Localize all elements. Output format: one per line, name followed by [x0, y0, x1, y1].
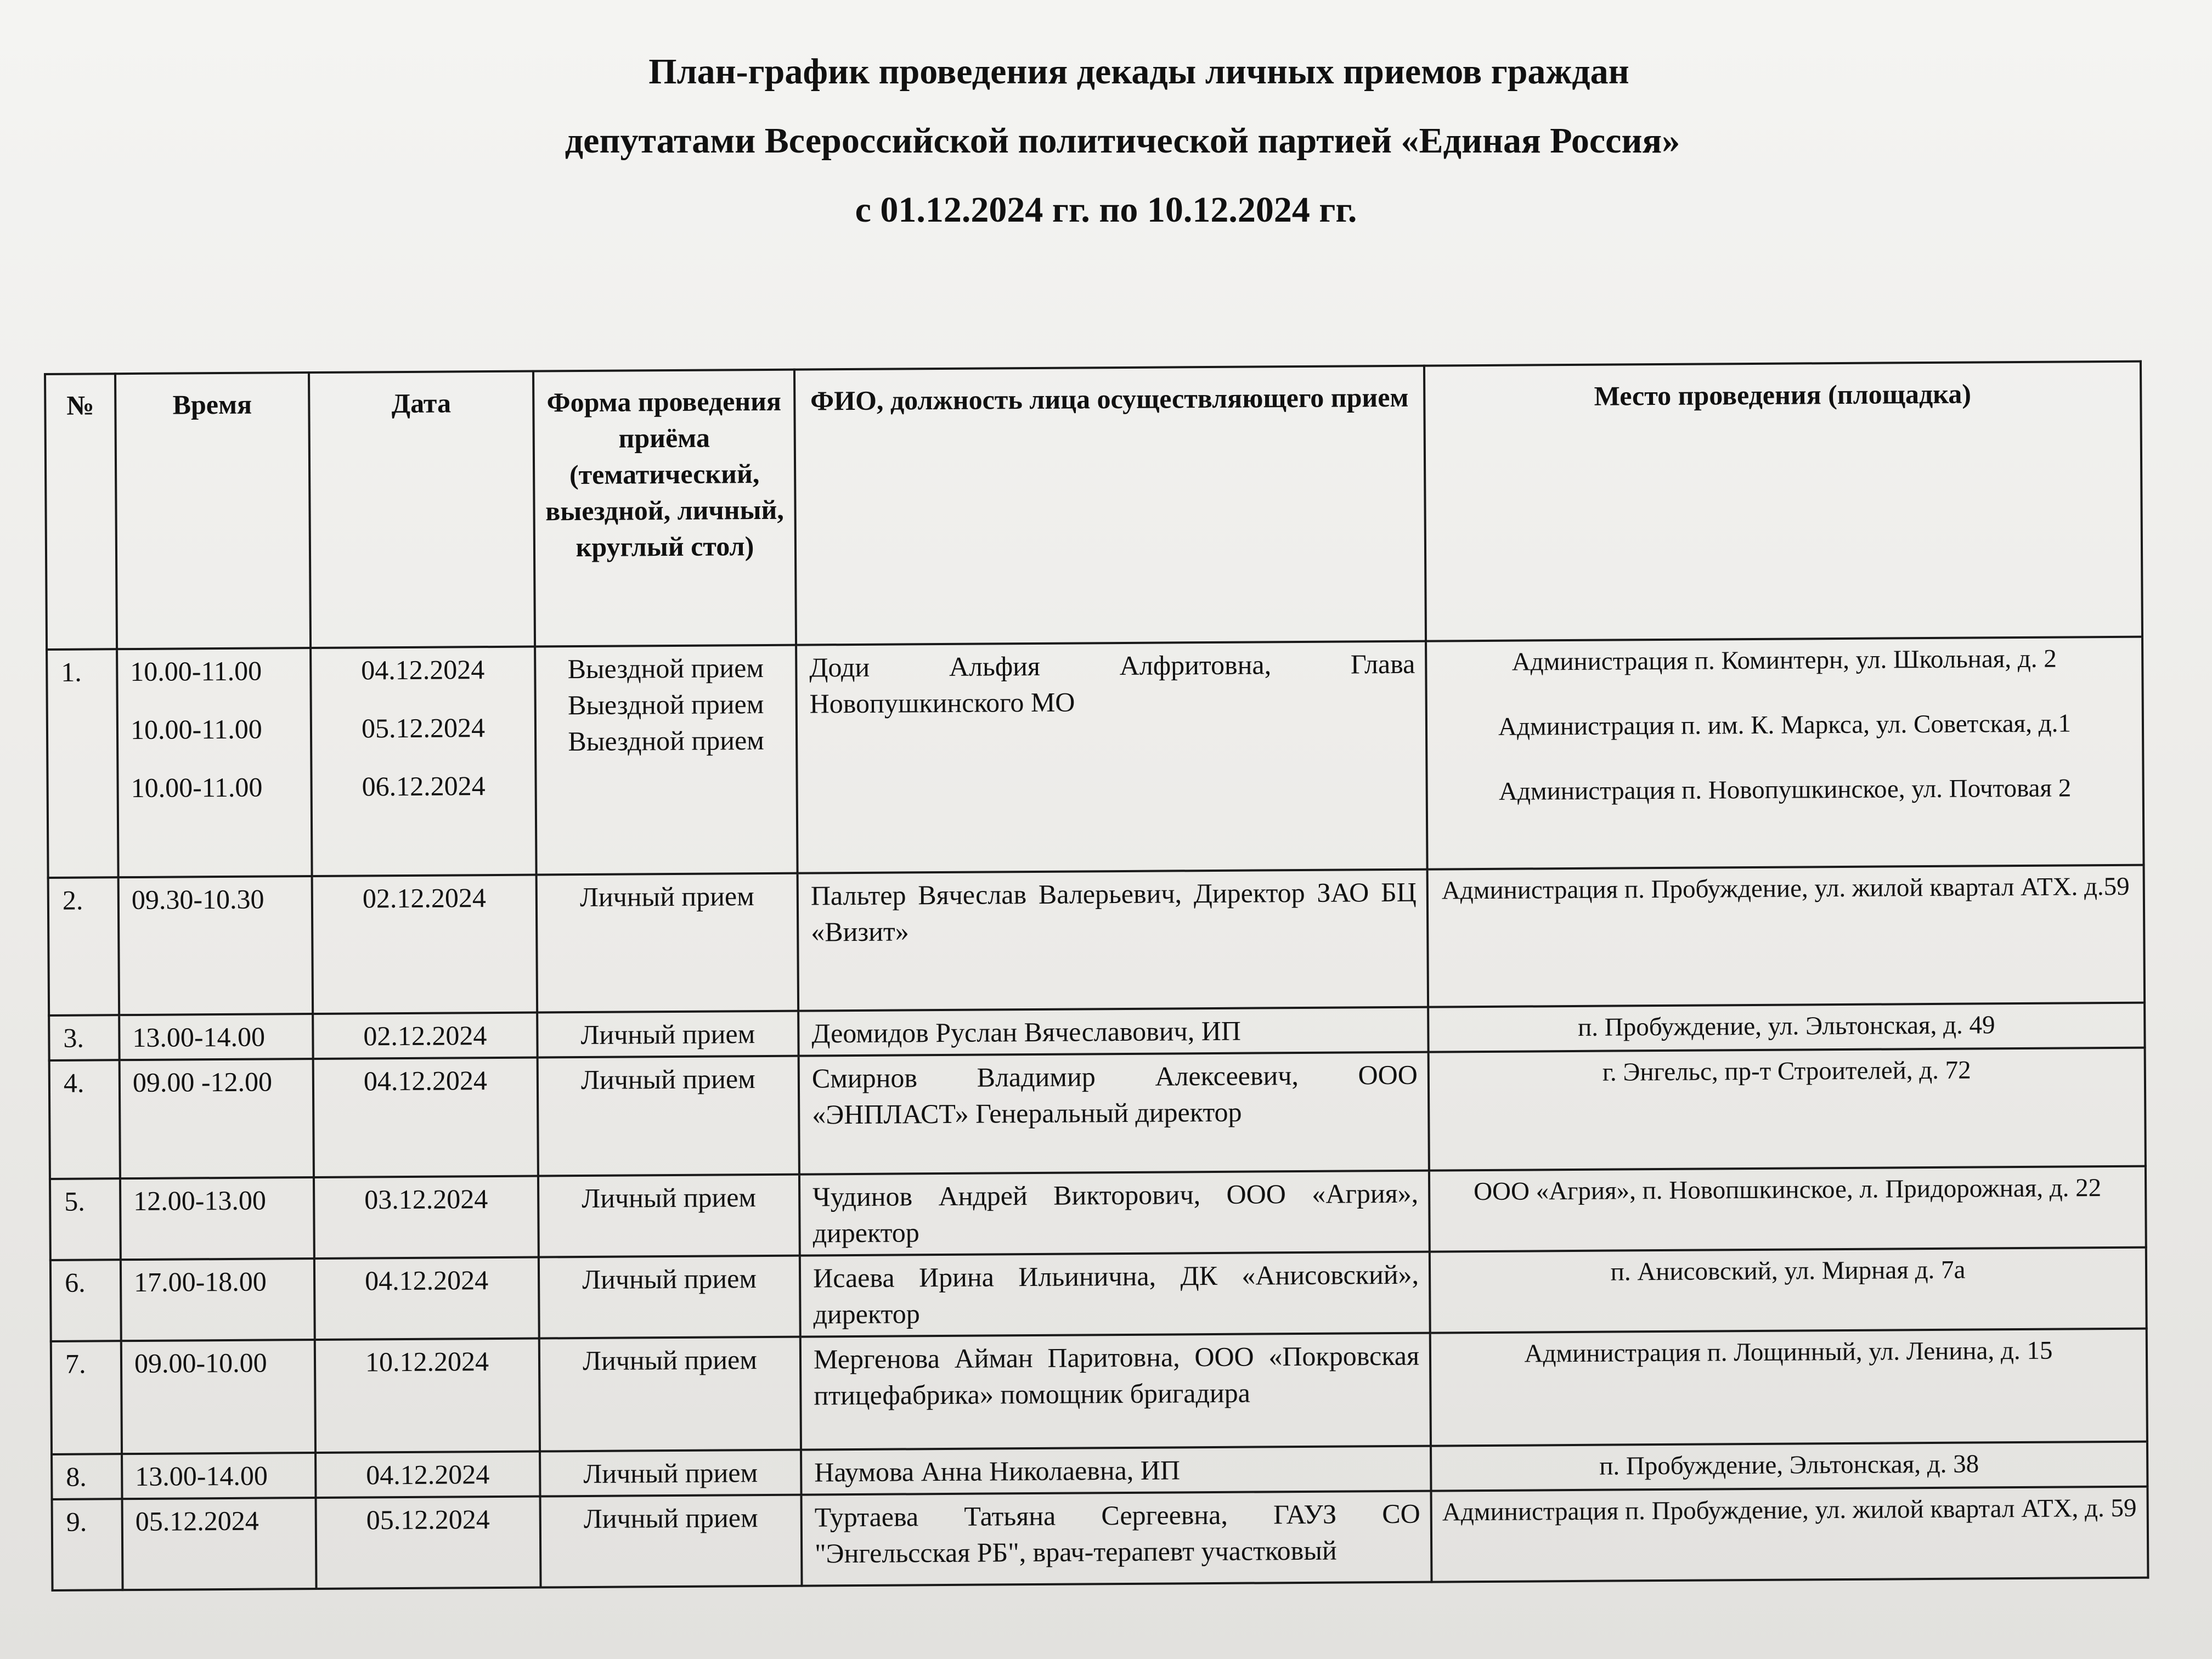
header-form: Форма проведения приёма (тематический, выездной, личный, круглый стол)	[533, 370, 796, 647]
header-date: Дата	[309, 371, 535, 648]
row-time: 09.00 -12.00	[120, 1059, 314, 1178]
header-time: Время	[115, 373, 311, 649]
schedule-table	[44, 360, 2149, 1592]
row-fio: Мергенова Айман Паритовна, ООО «Покровская птицефабрика» помощник бригадира	[800, 1333, 1431, 1450]
row-place: г. Энгельс, пр-т Строителей, д. 72	[1429, 1048, 2146, 1171]
row-time: 09.30-10.30	[119, 876, 313, 1015]
row-fio: Туртаева Татьяна Сергеевна, ГАУЗ СО "Энгельсская РБ", врач-терапевт участковый	[802, 1491, 1432, 1586]
row-place: Администрация п. Пробуждение, ул. жилой квартал АТХ, д. 59	[1431, 1487, 2148, 1582]
row-place: Администрация п. Пробуждение, ул. жилой квартал АТХ. д.59	[1427, 865, 2145, 1007]
row-form: Личный прием	[540, 1450, 801, 1497]
title-line-3: с 01.12.2024 гг. по 10.12.2024 гг.	[855, 190, 1357, 230]
row-time-entry: 10.00-11.00	[130, 713, 262, 746]
row-form: Личный прием	[538, 1056, 799, 1176]
table-row	[47, 637, 2143, 878]
table-header-row	[45, 362, 2142, 650]
row-date: 04.12.2024	[314, 1257, 539, 1340]
row-date: 02.12.2024	[313, 1013, 537, 1059]
table-row	[52, 1487, 2148, 1590]
row-fio: Чудинов Андрей Викторович, ООО «Агрия», директор	[799, 1171, 1430, 1256]
row-time-entry: 10.00-11.00	[130, 655, 262, 687]
table-row	[49, 1048, 2146, 1179]
row-place-entry: Администрация п. им. К. Маркса, ул. Советская, д.1	[1498, 709, 2072, 741]
row-num: 5.	[50, 1178, 121, 1260]
row-fio: Доди Альфия Алфритовна, Глава Новопушкинского МО	[796, 641, 1427, 873]
row-date: 05.12.2024	[316, 1497, 541, 1589]
row-num: 4.	[49, 1060, 120, 1179]
row-num: 6.	[50, 1260, 121, 1341]
row-form: Личный прием	[538, 1175, 800, 1257]
row-form: Личный прием	[539, 1256, 800, 1339]
row-place-entry: Администрация п. Новопушкинское, ул. Почтовая 2	[1498, 774, 2072, 806]
row-num: 9.	[52, 1499, 123, 1590]
row-num: 3.	[49, 1015, 119, 1060]
row-date: 03.12.2024	[314, 1176, 539, 1259]
row-form: Личный прием	[539, 1337, 801, 1452]
row-place: ООО «Агрия», п. Новопшкинское, л. Придорожная, д. 22	[1429, 1166, 2146, 1252]
row-place: п. Пробуждение, Эльтонская, д. 38	[1431, 1442, 2147, 1491]
row-date	[311, 647, 537, 876]
row-date-entry: 05.12.2024	[361, 712, 486, 744]
row-date-entry: 04.12.2024	[361, 654, 485, 686]
row-num: 1.	[47, 649, 119, 878]
table-row	[50, 1248, 2147, 1341]
row-fio: Смирнов Владимир Алексеевич, ООО «ЭНПЛАСТ» Генеральный директор	[799, 1052, 1429, 1175]
row-fio: Деомидов Руслан Вячеславович, ИП	[798, 1007, 1428, 1056]
row-place: Администрация п. Лощинный, ул. Ленина, д. 15	[1430, 1329, 2147, 1446]
row-date: 04.12.2024	[313, 1058, 538, 1177]
row-form-entry: Выездной прием	[567, 652, 764, 685]
title-line-1: План-график проведения декады личных приемов граждан	[648, 52, 1629, 92]
header-num: №	[45, 374, 117, 650]
header-place: Место проведения (площадка)	[1424, 362, 2142, 641]
row-time: 13.00-14.00	[122, 1453, 315, 1499]
row-date: 02.12.2024	[312, 875, 538, 1014]
row-time: 05.12.2024	[122, 1498, 317, 1590]
row-date: 10.12.2024	[315, 1339, 540, 1453]
row-form-entry: Выездной прием	[568, 724, 764, 757]
row-time: 17.00-18.00	[121, 1259, 315, 1341]
row-time: 13.00-14.00	[119, 1014, 313, 1060]
row-form: Личный прием	[537, 873, 799, 1013]
row-place	[1426, 637, 2144, 870]
row-fio: Наумова Анна Николаевна, ИП	[801, 1446, 1431, 1495]
table-row	[48, 865, 2145, 1015]
schedule-sheet	[44, 373, 2140, 1575]
row-num: 2.	[48, 877, 120, 1015]
row-date-entry: 06.12.2024	[362, 770, 486, 802]
header-fio: ФИО, должность лица осуществляющего прием	[794, 366, 1426, 645]
table-row	[51, 1329, 2147, 1454]
row-num: 7.	[51, 1341, 122, 1454]
row-form	[535, 645, 798, 875]
row-form-entry: Выездной прием	[567, 688, 764, 721]
row-time-entry: 10.00-11.00	[131, 771, 263, 804]
row-place: п. Анисовский, ул. Мирная д. 7а	[1430, 1248, 2147, 1333]
row-place: п. Пробуждение, ул. Эльтонская, д. 49	[1428, 1003, 2145, 1052]
table-row	[50, 1166, 2146, 1260]
row-time: 12.00-13.00	[120, 1177, 314, 1260]
row-form: Личный прием	[540, 1495, 802, 1588]
row-time	[117, 648, 312, 877]
row-fio: Пальтер Вячеслав Валерьевич, Директор ЗАО БЦ «Визит»	[798, 870, 1429, 1011]
row-place-entry: Администрация п. Коминтерн, ул. Школьная, д. 2	[1511, 644, 2057, 676]
row-form: Личный прием	[537, 1011, 798, 1058]
document-title	[0, 49, 2212, 257]
row-date: 04.12.2024	[315, 1452, 540, 1498]
row-time: 09.00-10.00	[121, 1340, 315, 1454]
title-line-2: депутатами Всероссийской политической партией «Единая Россия»	[565, 121, 1680, 161]
row-fio: Исаева Ирина Ильинична, ДК «Анисовский», директор	[800, 1252, 1430, 1337]
row-num: 8.	[52, 1454, 122, 1499]
